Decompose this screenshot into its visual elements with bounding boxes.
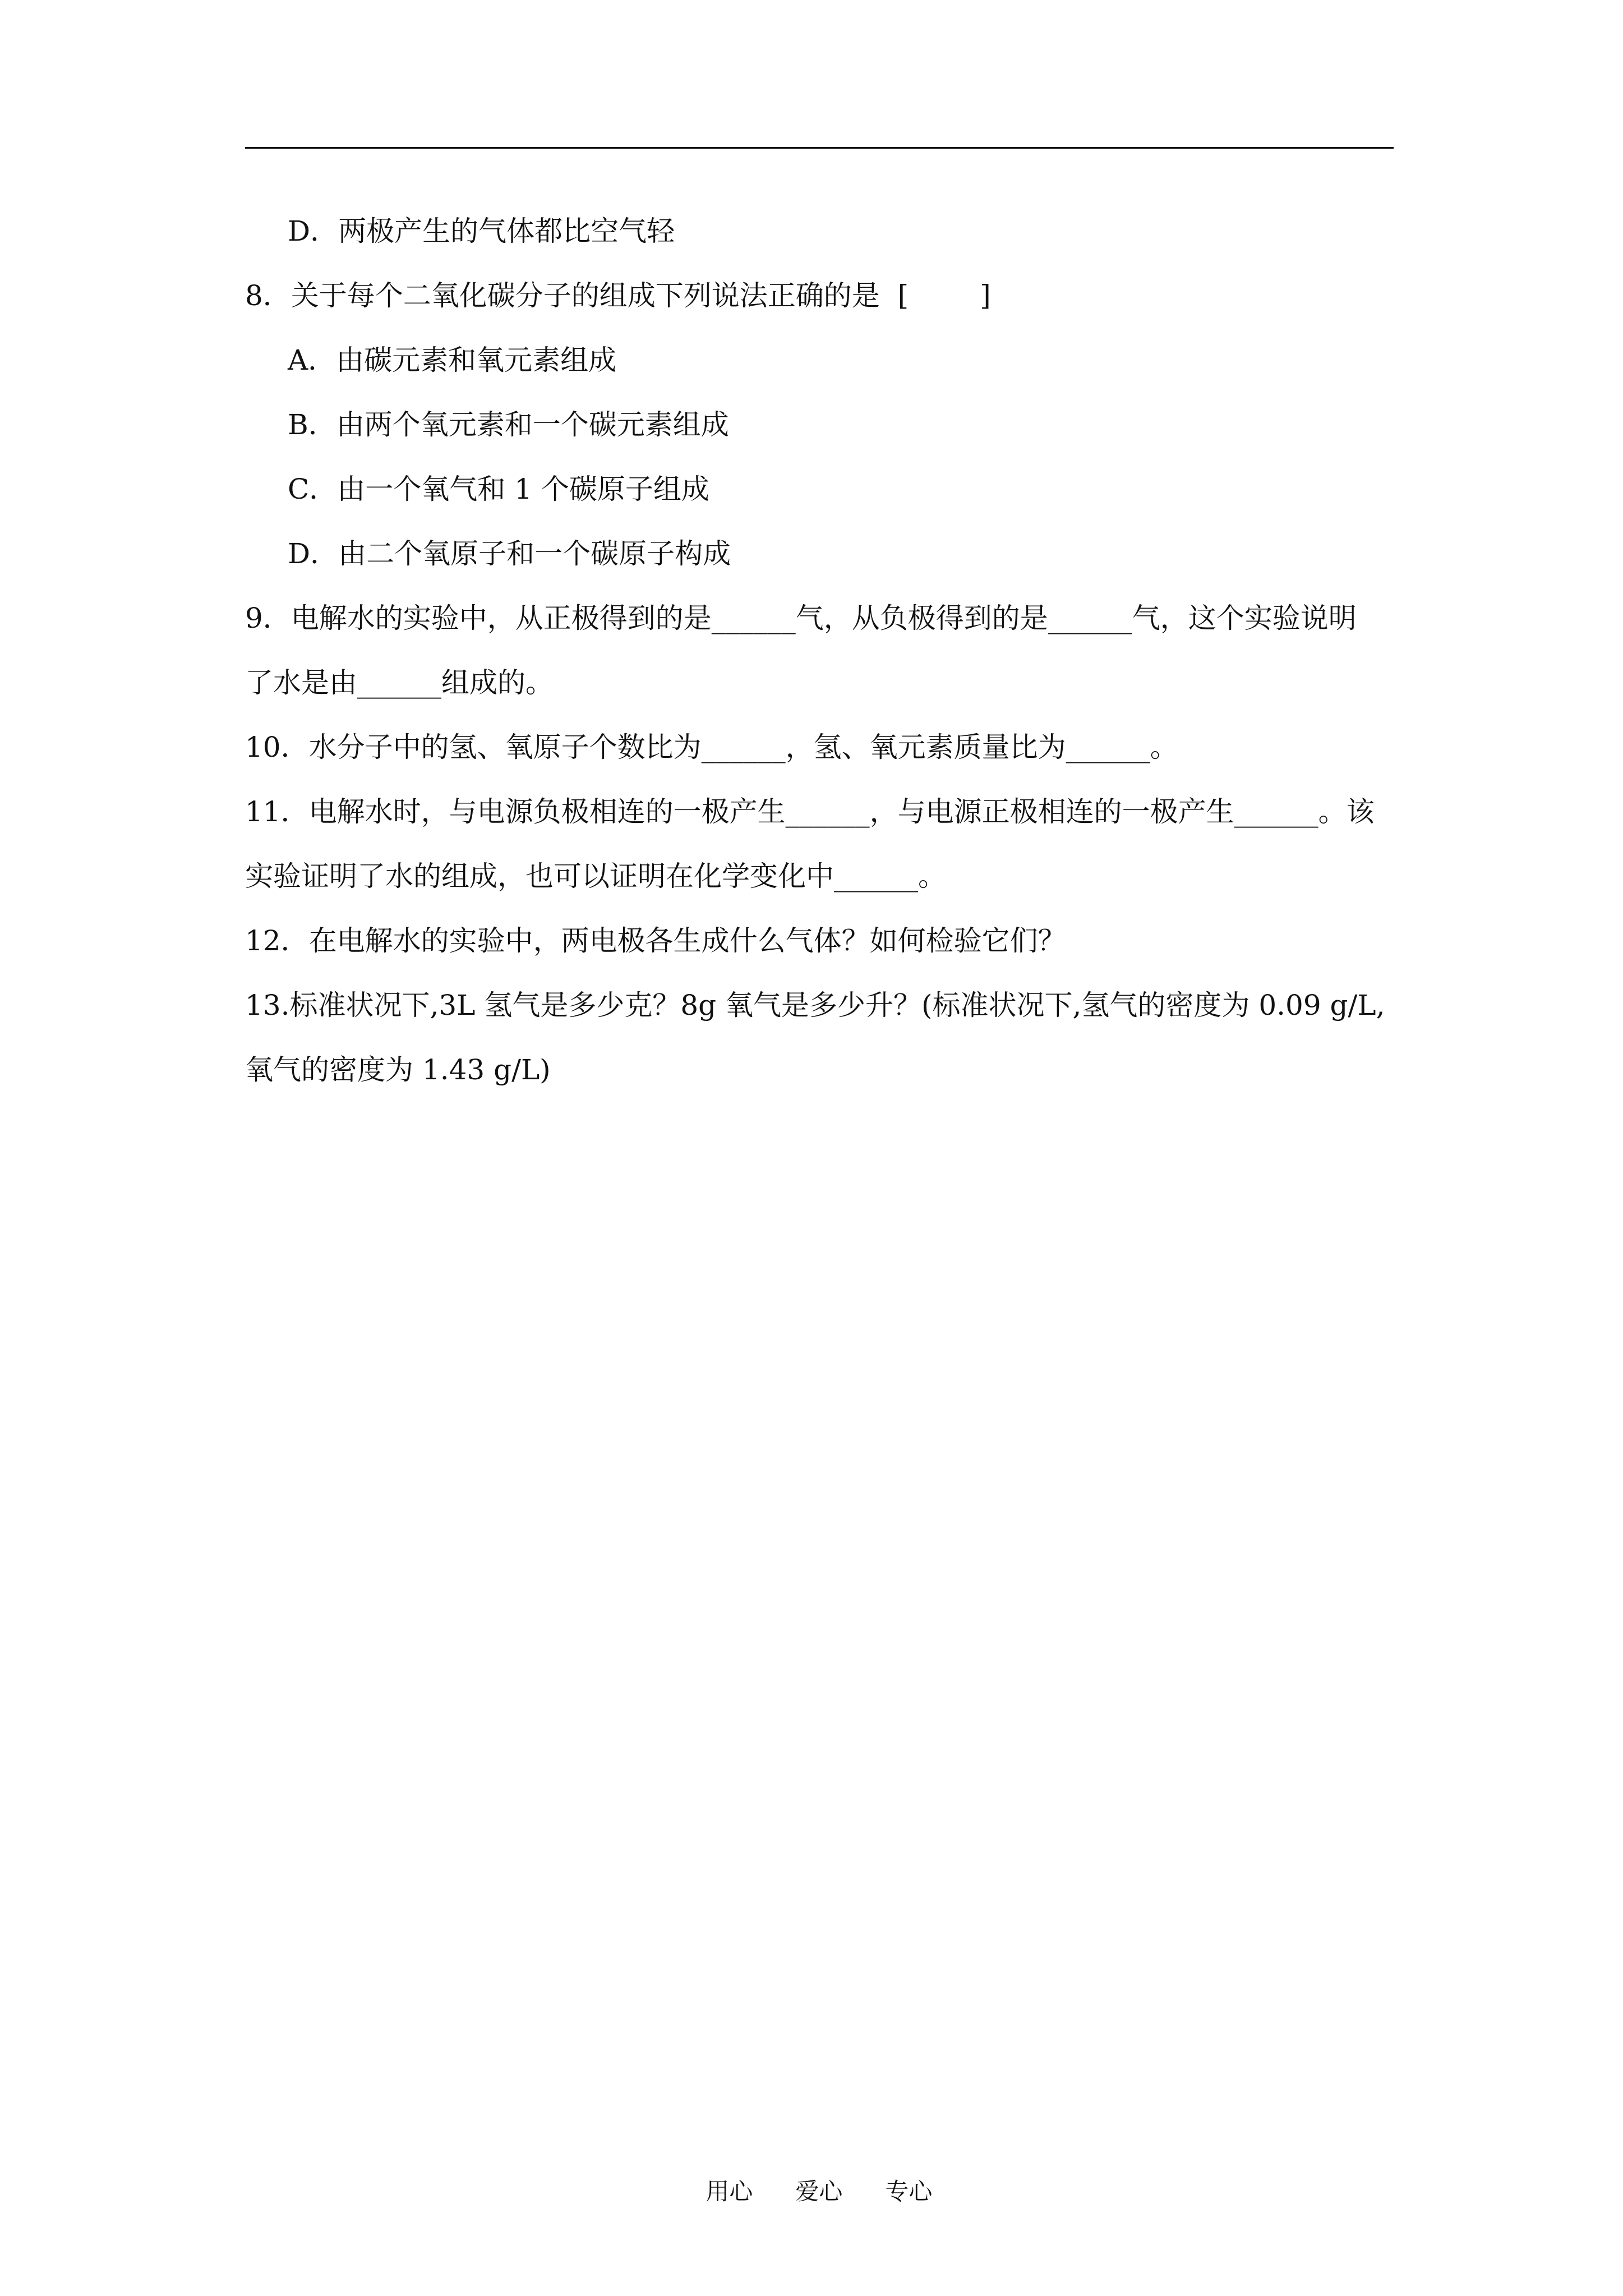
question-8-option-b: B．由两个氧元素和一个碳元素组成 — [288, 408, 729, 441]
question-8-stem: 8．关于每个二氧化碳分子的组成下列说法正确的是 [ ] — [245, 279, 991, 312]
question-8-option-d: D．由二个氧原子和一个碳原子构成 — [288, 537, 731, 570]
question-7-option-d: D．两极产生的气体都比空气轻 — [288, 215, 675, 247]
question-8-option-a: A．由碳元素和氧元素组成 — [288, 344, 617, 376]
footer-word-3: 专心 — [885, 2178, 933, 2205]
question-10: 10．水分子中的氢、氧原子个数比为______，氢、氧元素质量比为______。 — [245, 731, 1178, 763]
question-8-option-c: C．由一个氧气和 1 个碳原子组成 — [288, 473, 709, 505]
question-9-line-1: 9．电解水的实验中，从正极得到的是______气，从负极得到的是______气，这个实验说明 — [245, 602, 1357, 634]
question-11-line-2: 实验证明了水的组成，也可以证明在化学变化中______。 — [245, 860, 946, 892]
question-9-line-2: 了水是由______组成的。 — [245, 666, 554, 699]
header-rule — [245, 147, 1394, 149]
footer-word-2: 爱心 — [795, 2178, 843, 2205]
question-11-line-1: 11．电解水时，与电源负极相连的一极产生______，与电源正极相连的一极产生______。该 — [245, 795, 1375, 828]
footer-word-1: 用心 — [706, 2178, 753, 2205]
question-13-line-1: 13.标准状况下,3L 氢气是多少克？8g 氧气是多少升？(标准状况下,氢气的密度为 0.09 g/L, — [245, 989, 1385, 1022]
question-13-line-2: 氧气的密度为 1.43 g/L) — [245, 1053, 551, 1086]
page-footer — [0, 2148, 1623, 2206]
question-12: 12．在电解水的实验中，两电极各生成什么气体？如何检验它们？ — [245, 924, 1066, 957]
